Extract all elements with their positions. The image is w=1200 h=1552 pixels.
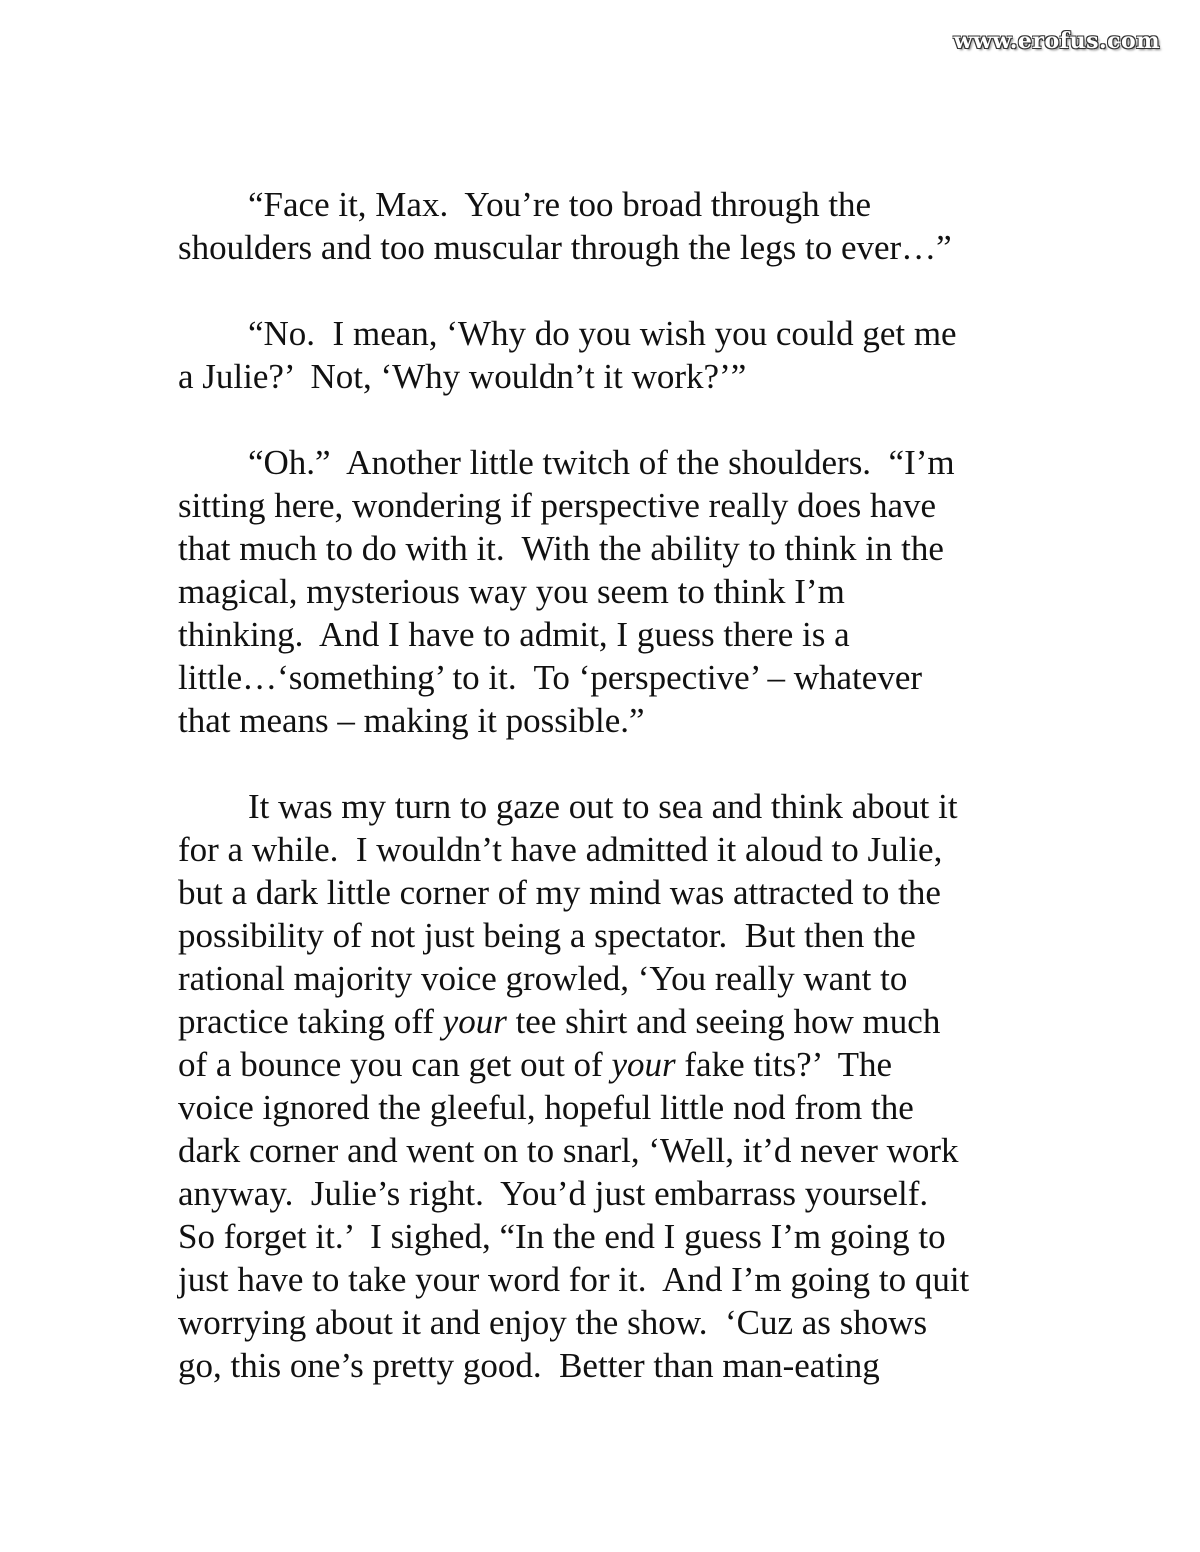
paragraph (178, 785, 1028, 1387)
text-line: shoulders and too muscular through the legs to ever…” (178, 228, 952, 267)
text-line: rational majority voice growled, ‘You really want to (178, 959, 908, 998)
text-line: for a while. I wouldn’t have admitted it aloud to Julie, (178, 830, 943, 869)
text-line: of a bounce you can get out of your fake tits?’ The (178, 1045, 893, 1084)
text-line: little…‘something’ to it. To ‘perspective’ – whatever (178, 658, 923, 697)
paragraph (178, 312, 1028, 398)
text-line: practice taking off your tee shirt and seeing how much (178, 1002, 941, 1041)
text-line: a Julie?’ Not, ‘Why wouldn’t it work?’” (178, 357, 747, 396)
text-line: “No. I mean, ‘Why do you wish you could get me (248, 314, 957, 353)
text-line: worrying about it and enjoy the show. ‘Cuz as shows (178, 1303, 928, 1342)
emphasis-text: your (611, 1045, 676, 1084)
text-line: It was my turn to gaze out to sea and think about it (248, 787, 958, 826)
text-line: “Oh.” Another little twitch of the shoulders. “I’m (248, 443, 955, 482)
text-line: that much to do with it. With the ability to think in the (178, 529, 944, 568)
text-line: go, this one’s pretty good. Better than man-eating (178, 1346, 880, 1385)
text-line: voice ignored the gleeful, hopeful little nod from the (178, 1088, 914, 1127)
text-line: possibility of not just being a spectator. But then the (178, 916, 916, 955)
text-line: anyway. Julie’s right. You’d just embarrass yourself. (178, 1174, 929, 1213)
emphasis-text: your (442, 1002, 507, 1041)
watermark-text: www.erofus.com (953, 28, 1160, 54)
text-line: but a dark little corner of my mind was attracted to the (178, 873, 941, 912)
text-line: So forget it.’ I sighed, “In the end I guess I’m going to (178, 1217, 946, 1256)
text-line: dark corner and went on to snarl, ‘Well, it’d never work (178, 1131, 959, 1170)
page-text (178, 183, 1028, 1430)
text-line: sitting here, wondering if perspective really does have (178, 486, 937, 525)
text-line: “Face it, Max. You’re too broad through the (248, 185, 872, 224)
text-line: that means – making it possible.” (178, 701, 645, 740)
paragraph (178, 183, 1028, 269)
paragraph (178, 441, 1028, 742)
text-line: thinking. And I have to admit, I guess there is a (178, 615, 850, 654)
text-line: magical, mysterious way you seem to think I’m (178, 572, 845, 611)
text-line: just have to take your word for it. And I’m going to quit (178, 1260, 970, 1299)
